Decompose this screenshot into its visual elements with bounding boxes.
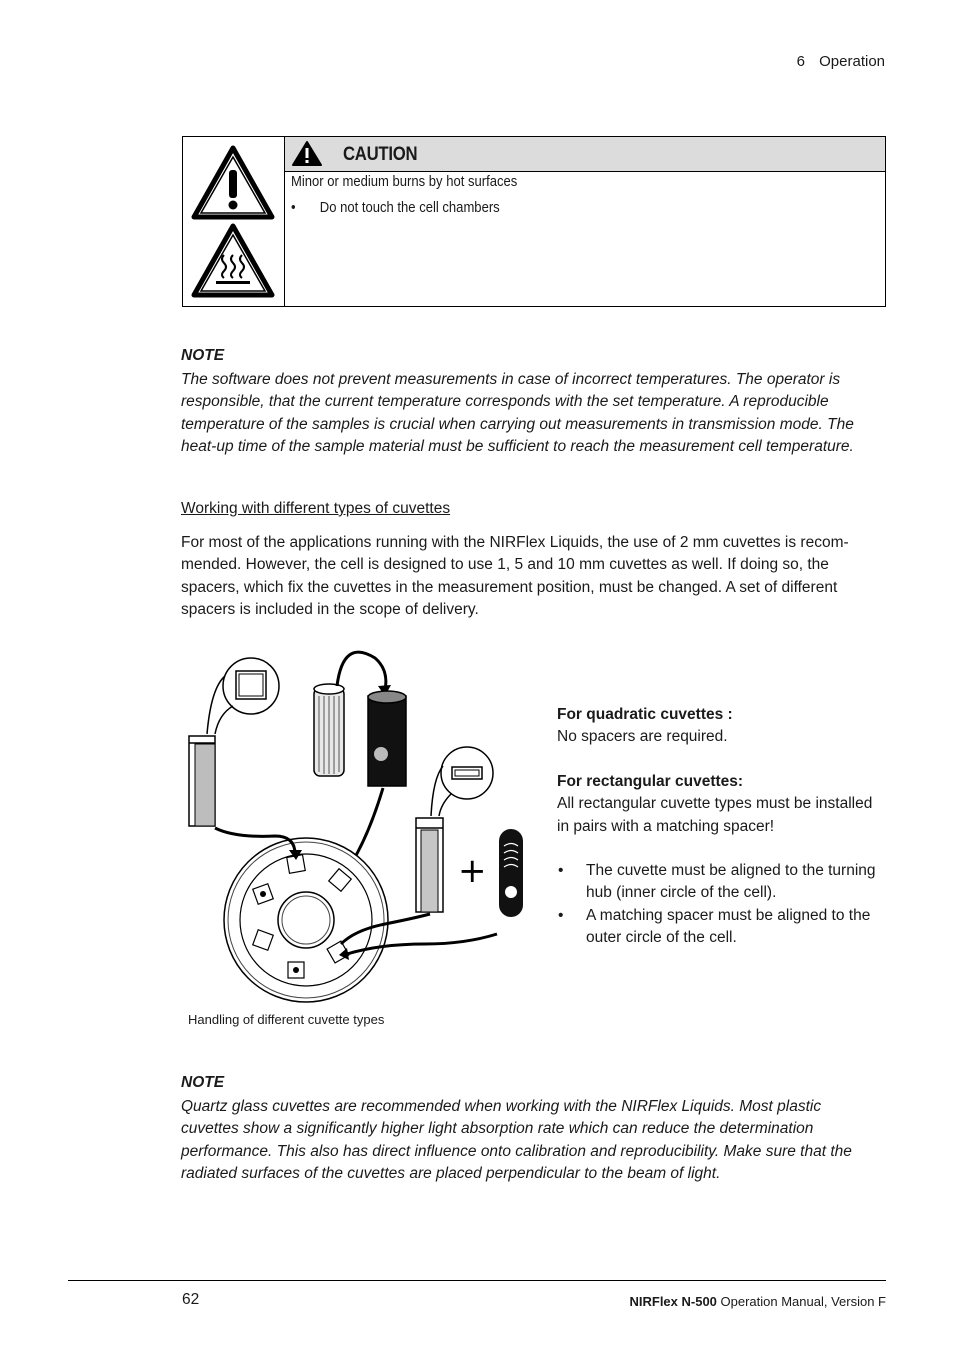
caution-box: [182, 136, 886, 307]
section-paragraph: For most of the applications running with the NIRFlex Liquids, the use of 2 mm cuvettes is recom-mended. However, the cell is designed to use 1, 5 and 10 mm cuvettes as well. If doing so, the spacers, which fix the cuvettes in the measurement position, must be changed. A set of different spacers is included in the scope of delivery.: [181, 534, 849, 619]
page-number: 62: [182, 1291, 200, 1308]
rectangular-heading: For rectangular cuvettes:: [557, 772, 744, 790]
cuvette-instructions: [557, 704, 887, 950]
rectangular-cuvette-callout: [431, 747, 493, 816]
quadratic-heading: For quadratic cuvettes :: [557, 706, 733, 723]
spacer: [499, 829, 523, 917]
rectangular-cuvette: [416, 818, 443, 912]
list-item: • The cuvette must be aligned to the turning hub (inner circle of the cell).: [557, 860, 887, 905]
note1-label: NOTE: [181, 347, 225, 364]
measurement-cell: [224, 838, 388, 1002]
note1-text: The software does not prevent measurements in case of incorrect temperatures. The operator is responsible, that the current temperature corresponds with the set temperature. A reproducible temperature of the samples is crucial when carrying out measurements in transmission mode. The heat-up time of the sample material must be sufficient to reach the measurement cell temperature.: [181, 371, 854, 456]
section-title: Operation: [819, 53, 885, 70]
caution-warning-icon: [291, 140, 323, 168]
caution-title: CAUTION: [343, 144, 418, 165]
caution-bullet-text: Do not touch the cell chambers: [319, 200, 500, 216]
bullet-marker: •: [291, 200, 296, 216]
caution-icon-column: [183, 137, 285, 306]
note2-label: NOTE: [181, 1074, 225, 1091]
square-cuvette: [189, 736, 215, 826]
quadratic-text: No spacers are required.: [557, 728, 728, 746]
caution-bullet: [291, 200, 500, 216]
warning-icons: [183, 137, 284, 306]
square-cuvette-callout: [207, 658, 279, 734]
product-name: NIRFlex N-500: [629, 1294, 717, 1309]
running-header: [797, 53, 885, 70]
figure-caption: Handling of different cuvette types: [188, 1012, 385, 1027]
rectangular-text: All rectangular cuvette types must be installed in pairs with a matching spacer!: [557, 795, 873, 835]
instruction-list: [557, 860, 887, 950]
list-item: • A matching spacer must be aligned to the outer circle of the cell.: [557, 905, 887, 950]
section-number: 6: [796, 53, 805, 70]
manual-title: [629, 1294, 886, 1309]
caution-message: Minor or medium burns by hot surfaces: [291, 174, 518, 190]
cuvette-holder: [337, 652, 406, 880]
cuvette-figure: [175, 648, 535, 1008]
section-heading: Working with different types of cuvettes: [181, 500, 451, 517]
plus-sign: +: [458, 851, 487, 891]
note2-text: Quartz glass cuvettes are recommended when working with the NIRFlex Liquids. Most plastic cuvettes show a significantly higher light absorption rate which can reduce the determination performance. This also has direct influence onto calibration and reproducibility. Make sure that the radiated surfaces of the cuvettes are placed perpendicular to the beam of light.: [181, 1098, 852, 1183]
document-version: Operation Manual, Version F: [716, 1294, 886, 1309]
round-cuvette: [314, 684, 344, 776]
general-warning-icon: [194, 148, 272, 217]
caution-title-bar: [285, 137, 885, 172]
footer-divider: [68, 1280, 886, 1281]
hot-surface-warning-icon: [194, 226, 272, 295]
